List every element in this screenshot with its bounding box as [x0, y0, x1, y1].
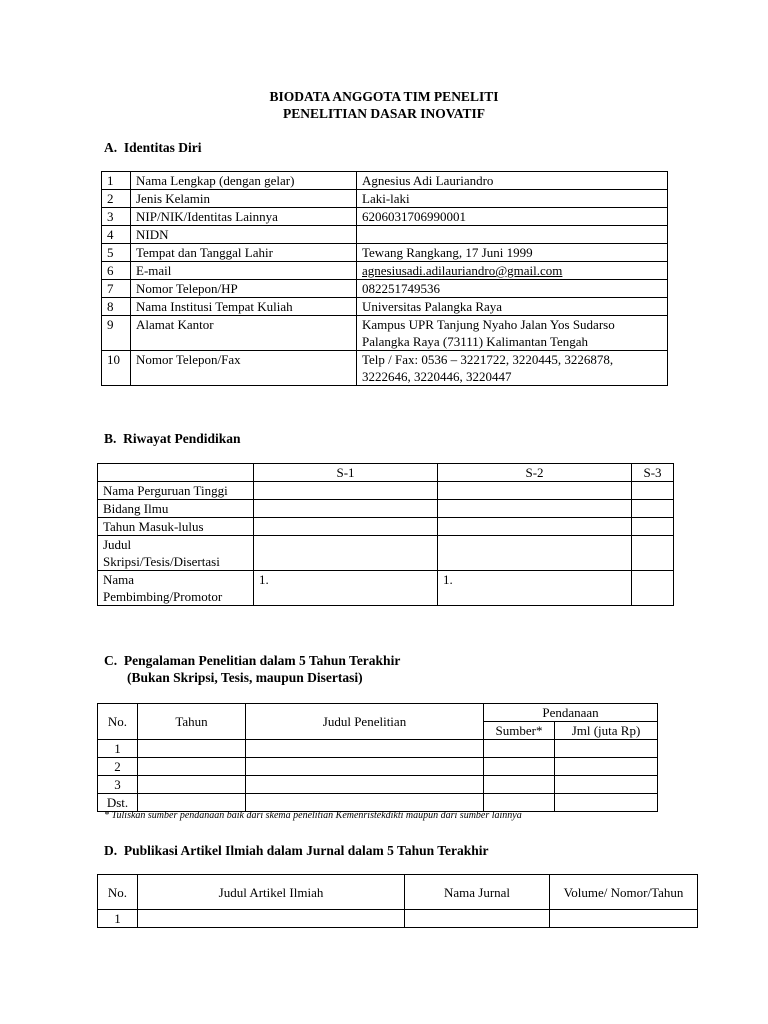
cell-judul — [246, 776, 484, 794]
cell-s2 — [438, 482, 632, 500]
row-label: Nomor Telepon/Fax — [131, 351, 357, 386]
table-row — [98, 518, 674, 536]
row-number: 4 — [102, 226, 131, 244]
row-label: Nama Perguruan Tinggi — [98, 482, 254, 500]
table-row — [102, 351, 668, 386]
cell-volume — [550, 910, 698, 928]
row-number: Dst. — [98, 794, 138, 812]
row-number: 1 — [98, 910, 138, 928]
row-number: 3 — [98, 776, 138, 794]
row-value: Telp / Fax: 0536 – 3221722, 3220445, 3226878, 3222646, 3220446, 3220447 — [357, 351, 668, 386]
row-label: Jenis Kelamin — [131, 190, 357, 208]
cell-s1 — [254, 518, 438, 536]
table-row — [102, 226, 668, 244]
cell-jml — [555, 776, 658, 794]
cell-sumber — [484, 776, 555, 794]
cell-s3 — [632, 518, 674, 536]
table-row — [102, 280, 668, 298]
document-title-line2: PENELITIAN DASAR INOVATIF — [282, 106, 486, 121]
row-label: Nama Lengkap (dengan gelar) — [131, 172, 357, 190]
table-row — [98, 482, 674, 500]
row-number: 5 — [102, 244, 131, 262]
section-c-heading: C. Pengalaman Penelitian dalam 5 Tahun Terakhir — [104, 653, 401, 668]
identitas-diri-table — [101, 171, 668, 386]
cell-tahun — [138, 776, 246, 794]
row-number: 1 — [102, 172, 131, 190]
pengalaman-penelitian-table — [97, 703, 658, 812]
table-header-row — [98, 704, 658, 722]
table-header-row — [98, 875, 698, 910]
table-row — [98, 500, 674, 518]
section-c-subheading: (Bukan Skripsi, Tesis, maupun Disertasi) — [127, 670, 363, 685]
cell-tahun — [138, 794, 246, 812]
column-header-nama-jurnal: Nama Jurnal — [405, 875, 550, 910]
row-value — [357, 226, 668, 244]
pendanaan-footnote: * Tuliskan sumber pendanaan baik dari skema penelitian Kemenristekdikti maupun dari sumber lainnya — [104, 810, 522, 821]
column-header-judul: Judul Penelitian — [246, 704, 484, 740]
row-label: NIP/NIK/Identitas Lainnya — [131, 208, 357, 226]
column-header-no: No. — [98, 875, 138, 910]
row-number: 2 — [98, 758, 138, 776]
cell-s1 — [254, 500, 438, 518]
row-label: Nomor Telepon/HP — [131, 280, 357, 298]
column-header-s3: S-3 — [632, 464, 674, 482]
row-number: 10 — [102, 351, 131, 386]
cell-tahun — [138, 758, 246, 776]
cell-nama-jurnal — [405, 910, 550, 928]
table-row — [98, 910, 698, 928]
table-row — [102, 172, 668, 190]
cell-judul — [246, 758, 484, 776]
row-number: 7 — [102, 280, 131, 298]
cell-jml — [555, 758, 658, 776]
row-value: Laki-laki — [357, 190, 668, 208]
row-label: NIDN — [131, 226, 357, 244]
column-header-jml: Jml (juta Rp) — [555, 722, 658, 740]
row-label: Nama Pembimbing/Promotor — [98, 571, 254, 606]
table-row — [98, 794, 658, 812]
column-header-s2: S-2 — [438, 464, 632, 482]
table-row — [102, 262, 668, 280]
cell-jml — [555, 794, 658, 812]
row-number: 2 — [102, 190, 131, 208]
row-label: E-mail — [131, 262, 357, 280]
row-number: 3 — [102, 208, 131, 226]
riwayat-pendidikan-table — [97, 463, 674, 606]
email-link[interactable]: agnesiusadi.adilauriandro@gmail.com — [357, 262, 668, 280]
cell-s3 — [632, 536, 674, 571]
table-row — [102, 298, 668, 316]
row-label: Alamat Kantor — [131, 316, 357, 351]
row-value: Tewang Rangkang, 17 Juni 1999 — [357, 244, 668, 262]
row-value: Universitas Palangka Raya — [357, 298, 668, 316]
column-header-tahun: Tahun — [138, 704, 246, 740]
cell-tahun — [138, 740, 246, 758]
table-row — [98, 758, 658, 776]
column-header-blank — [98, 464, 254, 482]
table-row — [98, 776, 658, 794]
row-label: Nama Institusi Tempat Kuliah — [131, 298, 357, 316]
publikasi-artikel-table — [97, 874, 698, 928]
section-b-heading: B. Riwayat Pendidikan — [104, 431, 241, 446]
section-a-heading: A. Identitas Diri — [104, 140, 202, 155]
row-value: 6206031706990001 — [357, 208, 668, 226]
table-row — [102, 316, 668, 351]
column-header-no: No. — [98, 704, 138, 740]
column-header-s1: S-1 — [254, 464, 438, 482]
table-row — [102, 244, 668, 262]
cell-s1 — [254, 536, 438, 571]
section-d-heading: D. Publikasi Artikel Ilmiah dalam Jurnal dalam 5 Tahun Terakhir — [104, 843, 489, 858]
row-label: Tahun Masuk-lulus — [98, 518, 254, 536]
row-label: Judul Skripsi/Tesis/Disertasi — [98, 536, 254, 571]
cell-s3 — [632, 571, 674, 606]
table-row — [98, 571, 674, 606]
document-title-line1: BIODATA ANGGOTA TIM PENELITI — [269, 89, 499, 104]
column-header-volume: Volume/ Nomor/Tahun — [550, 875, 698, 910]
table-row — [102, 208, 668, 226]
column-header-pendanaan: Pendanaan — [484, 704, 658, 722]
cell-sumber — [484, 758, 555, 776]
table-row — [98, 536, 674, 571]
cell-s3 — [632, 500, 674, 518]
row-label: Bidang Ilmu — [98, 500, 254, 518]
row-number: 6 — [102, 262, 131, 280]
cell-s2 — [438, 500, 632, 518]
cell-judul — [246, 740, 484, 758]
row-value: Agnesius Adi Lauriandro — [357, 172, 668, 190]
cell-s2 — [438, 536, 632, 571]
cell-judul — [246, 794, 484, 812]
table-row — [98, 740, 658, 758]
table-header-row — [98, 464, 674, 482]
row-number: 9 — [102, 316, 131, 351]
row-value: 082251749536 — [357, 280, 668, 298]
table-row — [102, 190, 668, 208]
cell-judul-artikel — [138, 910, 405, 928]
row-number: 1 — [98, 740, 138, 758]
cell-sumber — [484, 794, 555, 812]
cell-s1: 1. — [254, 571, 438, 606]
cell-s2 — [438, 518, 632, 536]
row-label: Tempat dan Tanggal Lahir — [131, 244, 357, 262]
cell-s2: 1. — [438, 571, 632, 606]
row-number: 8 — [102, 298, 131, 316]
column-header-sumber: Sumber* — [484, 722, 555, 740]
cell-s3 — [632, 482, 674, 500]
cell-s1 — [254, 482, 438, 500]
cell-jml — [555, 740, 658, 758]
cell-sumber — [484, 740, 555, 758]
row-value: Kampus UPR Tanjung Nyaho Jalan Yos Sudarso Palangka Raya (73111) Kalimantan Tengah — [357, 316, 668, 351]
column-header-judul-artikel: Judul Artikel Ilmiah — [138, 875, 405, 910]
